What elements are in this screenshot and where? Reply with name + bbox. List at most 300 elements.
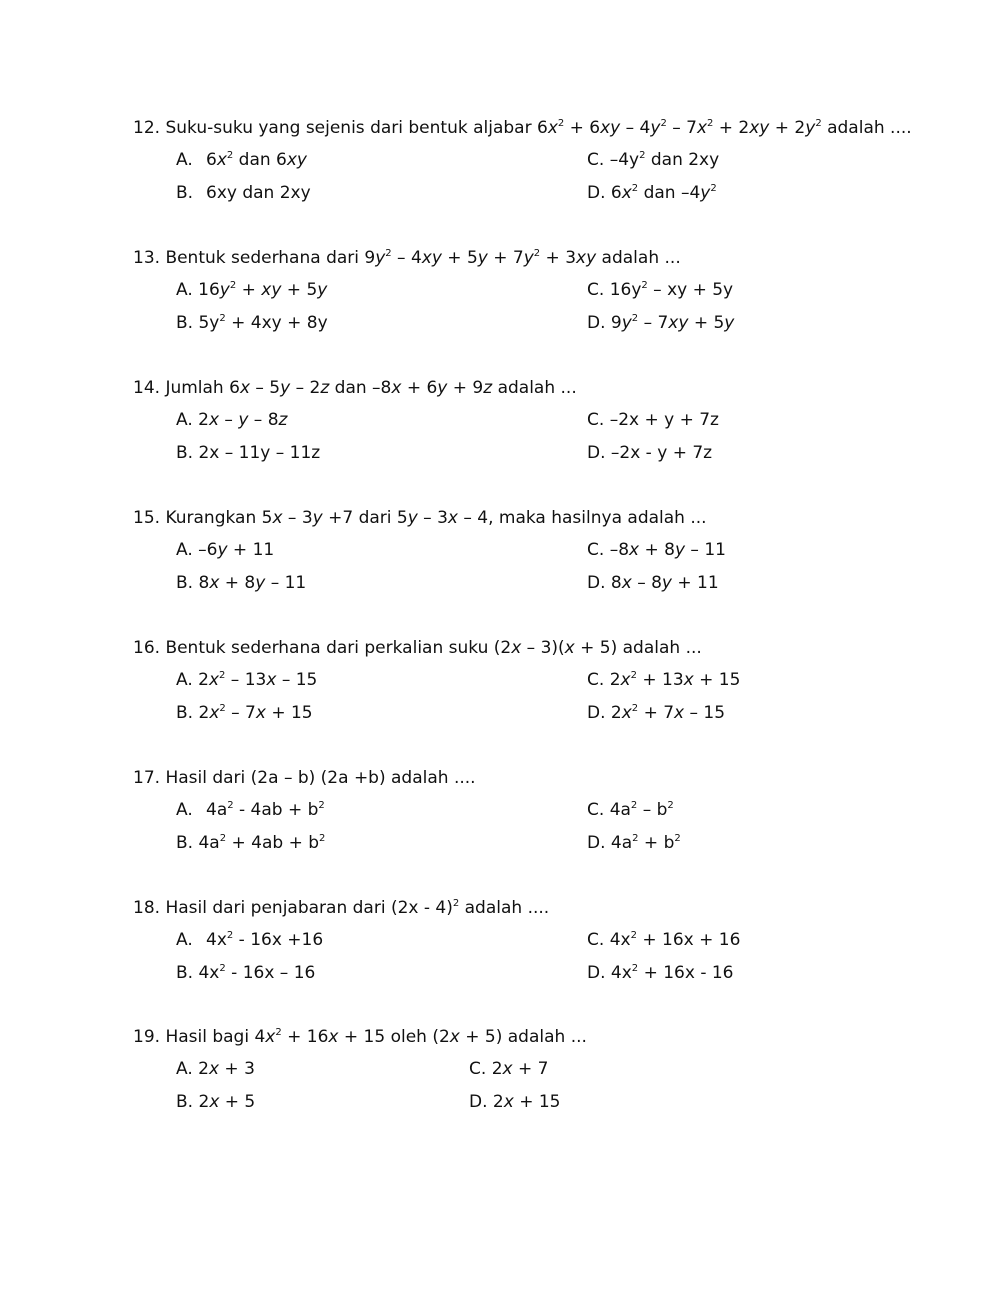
exponent: 2 — [219, 963, 226, 974]
option-text — [206, 183, 311, 203]
text-segment: + 13 — [636, 670, 684, 690]
variable: y — [255, 573, 266, 593]
text-segment: 5y — [198, 313, 220, 333]
variable: y — [238, 410, 249, 430]
option-letter: C. — [587, 800, 605, 820]
text-segment: –2x - y + 7z — [610, 443, 713, 463]
question-stem — [133, 116, 933, 140]
question-14 — [133, 376, 933, 463]
option-text — [198, 1059, 255, 1079]
text-segment: 4x — [609, 930, 631, 950]
exponent: 2 — [631, 703, 639, 714]
option-text — [611, 963, 734, 983]
variable: y — [674, 540, 686, 560]
option-b[interactable] — [176, 181, 311, 205]
option-letter: D. — [469, 1092, 488, 1112]
option-letter: B. — [176, 573, 194, 593]
option-text — [198, 703, 312, 723]
text-segment: – 7 — [666, 118, 697, 138]
option-text — [198, 443, 320, 463]
option-a[interactable] — [176, 928, 323, 952]
text-segment: + 6 — [401, 378, 438, 398]
variable: xy — [600, 118, 621, 138]
variable: x — [209, 1092, 220, 1112]
text-segment: + 2 — [713, 118, 750, 138]
text-segment: 8 — [198, 573, 210, 593]
option-a[interactable] — [176, 798, 325, 822]
text-segment: dan 2xy — [645, 150, 720, 170]
option-text — [611, 443, 712, 463]
text-segment: 2 — [198, 670, 209, 690]
variable: x — [502, 1059, 513, 1079]
text-segment: – 15 — [276, 670, 318, 690]
text-segment: 16y — [609, 280, 642, 300]
option-c[interactable] — [587, 538, 726, 562]
option-c[interactable] — [587, 798, 674, 822]
option-d[interactable] — [587, 311, 734, 335]
text-segment: + 3 — [219, 1059, 255, 1079]
question-stem — [133, 636, 933, 660]
text-segment: 4x — [206, 930, 227, 950]
variable: x — [621, 573, 632, 593]
variable: y — [724, 313, 735, 333]
option-letter: B. — [176, 833, 194, 853]
text-segment: - 16x +16 — [233, 930, 324, 950]
option-a[interactable] — [176, 278, 327, 302]
option-c[interactable] — [587, 928, 740, 952]
exponent: 2 — [319, 833, 326, 844]
text-segment: 2 — [492, 1092, 504, 1112]
exponent: 2 — [533, 248, 541, 259]
exponent: 2 — [385, 248, 392, 259]
option-c[interactable] — [587, 278, 733, 302]
question-15 — [133, 506, 933, 593]
text-segment: + 7 — [487, 248, 524, 268]
exponent: 2 — [219, 833, 227, 844]
variable: xy — [749, 118, 770, 138]
exponent: 2 — [674, 833, 681, 844]
option-text — [610, 800, 674, 820]
option-c[interactable] — [587, 148, 719, 172]
option-letter: A. — [176, 150, 193, 170]
text-segment: 2x – 11y – 11z — [198, 443, 321, 463]
option-b[interactable] — [176, 1090, 255, 1114]
text-segment: + 8 — [219, 573, 256, 593]
text-segment: + 2 — [769, 118, 806, 138]
option-letter: A. — [176, 800, 193, 820]
text-segment: + — [236, 280, 262, 300]
variable: x — [209, 573, 220, 593]
option-letter: B. — [176, 443, 194, 463]
exponent: 2 — [219, 670, 226, 681]
option-d[interactable] — [469, 1090, 560, 1114]
option-letter: C. — [587, 280, 605, 300]
text-segment: 4x — [610, 963, 632, 983]
option-d[interactable] — [587, 571, 719, 595]
variable: x — [208, 1059, 220, 1079]
question-17 — [133, 766, 933, 853]
option-text — [198, 313, 327, 333]
variable: y — [375, 248, 386, 268]
text-segment: 4a — [610, 833, 633, 853]
text-segment: + b — [638, 833, 675, 853]
variable: x — [564, 638, 575, 658]
exponent: 2 — [631, 183, 639, 194]
variable: y — [437, 378, 448, 398]
variable: x — [209, 703, 220, 723]
option-text — [198, 540, 274, 560]
text-segment: + 16x - 16 — [638, 963, 734, 983]
variable: y — [280, 378, 291, 398]
text-segment: 13. Bentuk sederhana dari 9 — [133, 248, 376, 268]
text-segment: –4y — [609, 150, 640, 170]
option-text — [198, 1092, 255, 1112]
option-d[interactable] — [587, 441, 712, 465]
variable: x — [255, 703, 266, 723]
variable: x — [547, 118, 558, 138]
text-segment: - 4ab + b — [233, 800, 319, 820]
text-segment: 12. Suku-suku yang sejenis dari bentuk aljabar 6 — [133, 118, 548, 138]
exponent: 2 — [632, 833, 639, 844]
option-text — [198, 573, 306, 593]
text-segment: + 5) adalah ... — [459, 1027, 587, 1047]
option-text — [610, 280, 733, 300]
variable: x — [272, 508, 283, 528]
text-segment: + 15 — [693, 670, 741, 690]
variable: x — [328, 1027, 339, 1047]
text-segment: + 16 — [281, 1027, 329, 1047]
variable: x — [511, 638, 522, 658]
variable: x — [208, 670, 220, 690]
text-segment: 9 — [610, 313, 622, 333]
option-c[interactable] — [469, 1057, 548, 1081]
option-text — [611, 183, 717, 203]
exponent: 2 — [229, 280, 237, 291]
option-letter: B. — [176, 703, 194, 723]
exponent: 2 — [318, 800, 325, 811]
option-letter: D. — [587, 183, 606, 203]
text-segment: - 16x – 16 — [225, 963, 316, 983]
variable: x — [216, 150, 227, 170]
text-segment: 4a — [198, 833, 220, 853]
variable: y — [661, 573, 672, 593]
option-letter: D. — [587, 573, 606, 593]
option-letter: C. — [587, 150, 605, 170]
variable: y — [523, 248, 534, 268]
text-segment: – 3 — [282, 508, 313, 528]
question-19 — [133, 1025, 933, 1112]
exponent: 2 — [557, 118, 565, 129]
exponent: 2 — [226, 930, 234, 941]
text-segment: –6 — [198, 540, 218, 560]
variable: y — [650, 118, 661, 138]
option-letter: C. — [587, 410, 605, 430]
exponent: 2 — [630, 670, 637, 681]
option-letter: B. — [176, 963, 194, 983]
option-text — [206, 930, 323, 950]
option-letter: A. — [176, 1059, 193, 1079]
text-segment: 6xy dan 2xy — [206, 183, 311, 203]
option-letter: B. — [176, 313, 194, 333]
exponent: 2 — [707, 118, 714, 129]
text-segment: 17. Hasil dari (2a – b) (2a +b) adalah .... — [133, 768, 476, 788]
text-segment: + 5 — [688, 313, 725, 333]
text-segment: – 8 — [248, 410, 279, 430]
option-b[interactable] — [176, 961, 315, 985]
option-c[interactable] — [587, 668, 740, 692]
text-segment: + 15 — [513, 1092, 561, 1112]
text-segment: + 5 — [219, 1092, 256, 1112]
option-a[interactable] — [176, 538, 274, 562]
variable: z — [278, 410, 288, 430]
text-segment: +7 dari 5 — [322, 508, 408, 528]
exponent: 2 — [219, 703, 226, 714]
variable: z — [320, 378, 330, 398]
text-segment: 2 — [491, 1059, 503, 1079]
text-segment: – 4 — [391, 248, 422, 268]
option-d[interactable] — [587, 181, 717, 205]
variable: y — [317, 280, 328, 300]
exponent: 2 — [275, 1027, 282, 1038]
option-letter: B. — [176, 1092, 194, 1112]
option-letter: D. — [587, 443, 606, 463]
text-segment: + 5 — [281, 280, 318, 300]
text-segment: – xy + 5y — [647, 280, 734, 300]
text-segment: + 5 — [441, 248, 478, 268]
option-text — [611, 703, 725, 723]
text-segment: 16. Bentuk sederhana dari perkalian suku (2 — [133, 638, 512, 658]
option-letter: C. — [469, 1059, 487, 1079]
exponent: 2 — [630, 930, 637, 941]
text-segment: + 9 — [447, 378, 484, 398]
option-text — [206, 800, 325, 820]
text-segment: + 7 — [638, 703, 675, 723]
option-text — [493, 1092, 561, 1112]
text-segment: – 3)( — [521, 638, 565, 658]
variable: y — [700, 183, 711, 203]
variable: xy — [261, 280, 282, 300]
variable: x — [621, 703, 632, 723]
text-segment: – 4 — [620, 118, 651, 138]
text-segment: 15. Kurangkan 5 — [133, 508, 273, 528]
option-a[interactable] — [176, 1057, 255, 1081]
text-segment: dan 6 — [233, 150, 287, 170]
text-segment: 2 — [198, 1059, 209, 1079]
option-letter: C. — [587, 540, 605, 560]
text-segment: 4a — [206, 800, 228, 820]
text-segment: adalah ... — [492, 378, 577, 398]
option-letter: C. — [587, 930, 605, 950]
variable: x — [503, 1092, 514, 1112]
text-segment: 4x — [198, 963, 220, 983]
exponent: 2 — [631, 963, 639, 974]
question-stem — [133, 376, 933, 400]
text-segment: – 4, maka hasilnya adalah ... — [457, 508, 707, 528]
option-letter: A. — [176, 670, 193, 690]
option-text — [198, 670, 317, 690]
option-letter: A. — [176, 280, 193, 300]
text-segment: + 6 — [564, 118, 601, 138]
option-text — [610, 670, 741, 690]
option-letter: D. — [587, 833, 606, 853]
option-text — [610, 540, 726, 560]
text-segment: – 7 — [638, 313, 669, 333]
variable: x — [265, 1027, 276, 1047]
option-b[interactable] — [176, 831, 325, 855]
variable: y — [217, 540, 228, 560]
question-stem — [133, 246, 933, 270]
text-segment: + 4xy + 8y — [225, 313, 328, 333]
exponent: 2 — [660, 118, 667, 129]
text-segment: 16 — [198, 280, 220, 300]
text-segment: + 15 — [265, 703, 313, 723]
option-text — [611, 833, 681, 853]
text-segment: 2 — [198, 1092, 210, 1112]
text-segment: + 7 — [512, 1059, 549, 1079]
variable: x — [239, 378, 250, 398]
exponent: 2 — [815, 118, 822, 129]
exponent: 2 — [667, 800, 674, 811]
text-segment: – — [219, 410, 239, 430]
variable: x — [696, 118, 707, 138]
text-segment: – 11 — [685, 540, 726, 560]
option-text — [610, 150, 720, 170]
variable: x — [674, 703, 685, 723]
variable: y — [477, 248, 488, 268]
text-segment: 19. Hasil bagi 4 — [133, 1027, 266, 1047]
variable: xy — [421, 248, 442, 268]
question-stem — [133, 896, 933, 920]
variable: x — [208, 410, 220, 430]
option-text — [611, 573, 719, 593]
text-segment: + 8 — [639, 540, 675, 560]
variable: x — [621, 183, 632, 203]
text-segment: 6 — [610, 183, 622, 203]
variable: y — [805, 118, 816, 138]
option-d[interactable] — [587, 961, 734, 985]
variable: x — [683, 670, 694, 690]
exponent: 2 — [641, 280, 648, 291]
exponent: 2 — [630, 800, 638, 811]
option-b[interactable] — [176, 311, 328, 335]
exponent: 2 — [226, 150, 234, 161]
text-segment: adalah .... — [821, 118, 912, 138]
option-a[interactable] — [176, 668, 317, 692]
exponent: 2 — [631, 313, 639, 324]
text-segment: –2x + y + 7z — [609, 410, 719, 430]
option-a[interactable] — [176, 408, 287, 432]
text-segment: 14. Jumlah 6 — [133, 378, 240, 398]
text-segment: + 15 oleh (2 — [338, 1027, 450, 1047]
variable: y — [219, 280, 230, 300]
text-segment: 2 — [610, 703, 622, 723]
question-stem — [133, 506, 933, 530]
text-segment: 2 — [609, 670, 621, 690]
text-segment: – 5 — [250, 378, 281, 398]
option-text — [198, 833, 325, 853]
text-segment: – 2 — [290, 378, 321, 398]
option-b[interactable] — [176, 571, 306, 595]
exponent: 2 — [452, 898, 460, 909]
variable: z — [483, 378, 493, 398]
variable: xy — [286, 150, 307, 170]
text-segment: 4a — [609, 800, 631, 820]
text-segment: – 7 — [225, 703, 256, 723]
option-d[interactable] — [587, 701, 725, 725]
option-letter: B. — [176, 183, 194, 203]
option-text — [611, 313, 734, 333]
variable: x — [449, 1027, 460, 1047]
text-segment: –8 — [609, 540, 630, 560]
option-text — [198, 280, 327, 300]
option-text — [206, 150, 307, 170]
text-segment: + 11 — [671, 573, 719, 593]
text-segment: – 15 — [684, 703, 726, 723]
exponent: 2 — [710, 183, 717, 194]
question-16 — [133, 636, 933, 723]
text-segment: – b — [637, 800, 668, 820]
option-c[interactable] — [587, 408, 719, 432]
text-segment: + 11 — [227, 540, 275, 560]
option-letter: A. — [176, 930, 193, 950]
variable: y — [312, 508, 323, 528]
variable: x — [391, 378, 402, 398]
text-segment: + 4ab + b — [226, 833, 320, 853]
variable: x — [629, 540, 640, 560]
text-segment: 2 — [198, 410, 209, 430]
variable: x — [266, 670, 277, 690]
question-stem — [133, 766, 933, 790]
question-12 — [133, 116, 933, 203]
text-segment: adalah ... — [596, 248, 681, 268]
option-letter: D. — [587, 703, 606, 723]
variable: y — [621, 313, 632, 333]
option-a[interactable] — [176, 148, 307, 172]
variable: x — [620, 670, 631, 690]
option-b[interactable] — [176, 701, 313, 725]
text-segment: adalah .... — [459, 898, 550, 918]
option-letter: C. — [587, 670, 605, 690]
text-segment: + 5) adalah ... — [574, 638, 702, 658]
text-segment: 2 — [198, 703, 210, 723]
question-13 — [133, 246, 933, 333]
text-segment: – 13 — [225, 670, 267, 690]
option-b[interactable] — [176, 441, 320, 465]
exponent: 2 — [227, 800, 234, 811]
option-letter: D. — [587, 313, 606, 333]
variable: xy — [576, 248, 597, 268]
variable: y — [407, 508, 418, 528]
option-text — [198, 963, 315, 983]
option-text — [610, 930, 741, 950]
option-letter: D. — [587, 963, 606, 983]
text-segment: + 3 — [540, 248, 577, 268]
exponent: 2 — [639, 150, 646, 161]
question-stem — [133, 1025, 933, 1049]
variable: xy — [668, 313, 689, 333]
text-segment: dan –8 — [329, 378, 392, 398]
option-text — [610, 410, 719, 430]
option-letter: A. — [176, 410, 193, 430]
text-segment: + 16x + 16 — [636, 930, 741, 950]
variable: x — [447, 508, 458, 528]
exponent: 2 — [219, 313, 226, 324]
option-d[interactable] — [587, 831, 681, 855]
text-segment: 8 — [610, 573, 622, 593]
option-text — [198, 410, 287, 430]
question-18 — [133, 896, 933, 983]
text-segment: dan –4 — [638, 183, 701, 203]
